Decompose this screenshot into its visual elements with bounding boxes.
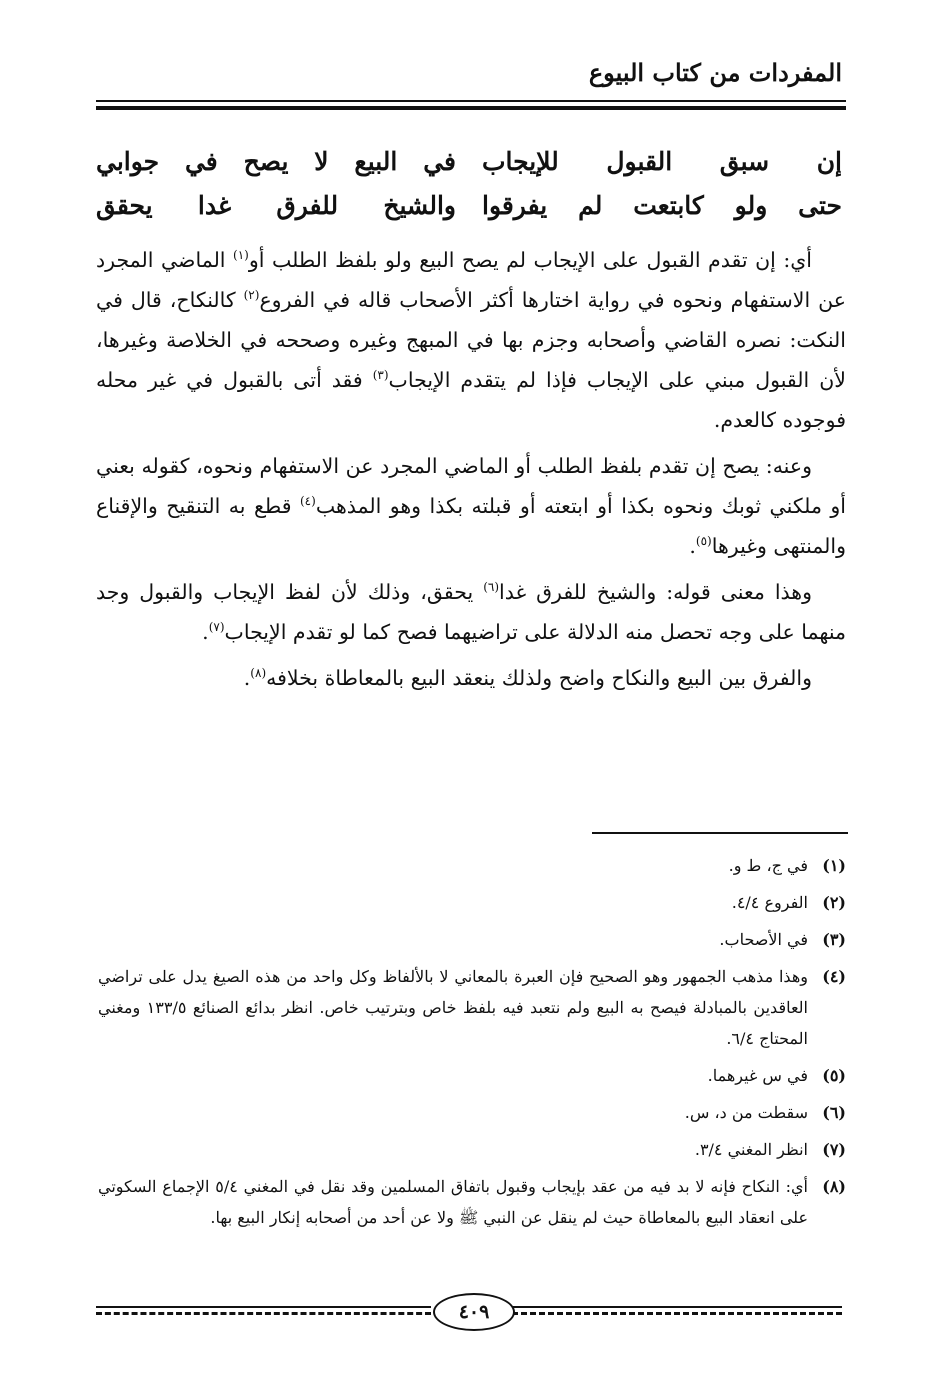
body-paragraph [96, 658, 846, 698]
footer-ornament-left [96, 1306, 431, 1320]
verse-hemistich-right: حتى ولو كابتعت لم يفرقوا [482, 191, 842, 220]
header-rule-thick [96, 106, 846, 110]
paragraph-text: . [202, 620, 209, 644]
verse-line [96, 184, 842, 228]
footnote-number: (٦) [822, 1103, 846, 1122]
poem-verse [96, 140, 842, 228]
paragraph-text: وعنه: يصح إن تقدم بلفظ الطلب أو الماضي المجرد عن الاستفهام ونحوه، كقوله بعني أو ملكني ثوبك ونحوه بكذا أو ابتعته أو قبلته بكذا وهو المذهب [96, 454, 846, 518]
footnote-text: وهذا مذهب الجمهور وهو الصحيح فإن العبرة بالمعاني لا بالألفاظ وكل واحد من هذه الصيغ يدل على تراضي العاقدين بالمبادلة فيصح به البيع ولم نتعبد فيه بلفظ خاص وبترتيب خاص. انظر بدائع الصنائع ١٣٣/٥ ومغني المحتاج ٦/٤. [98, 967, 809, 1048]
footnote-text: أي: النكاح فإنه لا بد فيه من عقد بإيجاب وقبول باتفاق المسلمين وقد نقل في المغني ٥/٤ الإجماع السكوتي على انعقاد البيع بالمعاطاة حيث لم ينقل عن النبي ﷺ ولا عن أحد من أصحابه إنكار البيع بها. [98, 1177, 809, 1227]
verse-hemistich-left: والشيخ للفرق غدا يحقق [96, 191, 456, 220]
footnote-item [98, 961, 846, 1054]
paragraph-text: قطع به التنقيح والإقناع والمنتهى وغيرها [96, 494, 846, 558]
footnote-item [98, 1097, 846, 1128]
footnote-number: (١) [822, 856, 846, 875]
paragraph-text: يحقق، وذلك لأن لفظ الإيجاب والقبول وجد منهما على وجه تحصل منه الدلالة على تراضيهما فصح كما لو تقدم الإيجاب [96, 580, 846, 644]
paragraph-text: والفرق بين البيع والنكاح واضح ولذلك ينعقد البيع بالمعاطاة بخلافه [266, 666, 812, 690]
body-paragraph [96, 446, 846, 566]
paragraph-text: الماضي المجرد عن الاستفهام ونحوه في رواية اختارها أكثر الأصحاب قاله في الفروع [96, 248, 846, 312]
footnote-reference[interactable]: (٣) [372, 368, 389, 383]
footnote-item [98, 1060, 846, 1091]
body-text [96, 240, 846, 704]
footnote-reference[interactable]: (٥) [695, 534, 712, 549]
footnote-reference[interactable]: (٨) [250, 666, 267, 681]
footnote-item [98, 924, 846, 955]
footnote-number: (٣) [822, 930, 846, 949]
footnote-text: انظر المغني ٣/٤. [694, 1140, 808, 1159]
footnote-text: في س غيرهما. [707, 1066, 808, 1085]
footnote-reference[interactable]: (١) [233, 248, 249, 263]
paragraph-text: . [689, 534, 696, 558]
footnote-number: (٧) [822, 1140, 846, 1159]
footnote-number: (٤) [822, 967, 846, 986]
footnote-number: (٥) [822, 1066, 846, 1085]
paragraph-text: كالنكاح، قال في النكت: نصره القاضي وأصحابه وجزم بها في المبهج وغيره وصححه في الخلاصة وغيرها، لأن القبول مبني على الإيجاب فإذا لم يتقدم الإيجاب [96, 288, 846, 392]
footnote-text: الفروع ٤/٤. [731, 893, 808, 912]
footnote-text: سقطت من د، س. [684, 1103, 808, 1122]
footnote-item [98, 1171, 846, 1233]
paragraph-text: أي: إن تقدم القبول على الإيجاب لم يصح البيع ولو بلفظ الطلب أو [248, 248, 812, 272]
footnote-text: في الأصحاب. [719, 930, 808, 949]
footnotes [98, 850, 846, 1239]
footnote-number: (٢) [822, 893, 846, 912]
footnote-number: (٨) [822, 1177, 846, 1196]
footnote-separator [592, 832, 848, 834]
running-header-title: المفردات من كتاب البيوع [588, 58, 842, 87]
footer-ornament-right [512, 1306, 842, 1320]
verse-hemistich-left: في البيع لا يصح في جوابي [96, 147, 456, 176]
footnote-reference[interactable]: (٦) [483, 580, 500, 595]
body-paragraph [96, 572, 846, 652]
footnote-item [98, 850, 846, 881]
body-paragraph [96, 240, 846, 440]
paragraph-text: فقد أتى بالقبول في غير محله فوجوده كالعدم. [96, 368, 846, 432]
footnote-reference[interactable]: (٢) [243, 288, 260, 303]
page-number: ٤٠٩ [433, 1293, 515, 1331]
footnote-item [98, 1134, 846, 1165]
footnote-text: في ج، ط و. [728, 856, 808, 875]
footnote-item [98, 887, 846, 918]
footnote-reference[interactable]: (٧) [208, 620, 225, 635]
paragraph-text: . [243, 666, 251, 690]
footnote-reference[interactable]: (٤) [299, 494, 316, 509]
verse-hemistich-right: إن سبق القبول للإيجاب [482, 147, 842, 176]
paragraph-text: وهذا معنى قوله: والشيخ للفرق غدا [499, 580, 812, 604]
verse-line [96, 140, 842, 184]
header-rule-thin [96, 100, 846, 102]
